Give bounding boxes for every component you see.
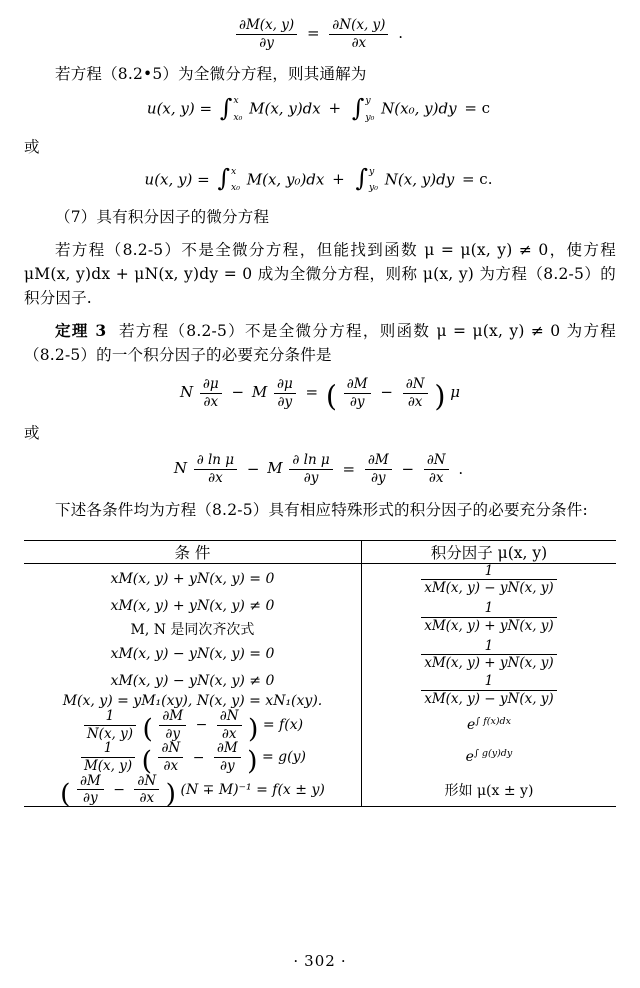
eq4-M: M — [251, 383, 268, 402]
eq3-equals-c: = c. — [461, 169, 493, 188]
integrating-factor-table — [24, 540, 616, 810]
row4-factor-den: xM(x, y) − yN(x, y) — [424, 690, 554, 707]
eq2-plus: + — [328, 99, 342, 118]
eq5-f1-den: ∂x — [208, 470, 223, 486]
equation-theorem3-condition-2 — [24, 453, 616, 485]
eq5-minus-2: − — [401, 459, 415, 478]
integral-sign-icon: ∫ — [219, 93, 233, 122]
eq3-int1-upper: x — [231, 165, 237, 177]
row5-tail: = f(x) — [262, 717, 304, 734]
integral-sign-icon: ∫ — [217, 164, 230, 193]
equation-theorem3-condition-1 — [24, 376, 616, 414]
row6-f1-num: ∂N — [158, 741, 183, 758]
row1-factor-num: 1 — [421, 564, 556, 581]
row7-tail: (N ∓ M)⁻¹ = f(x ± y) — [180, 781, 325, 798]
row5-f2-num: ∂N — [217, 709, 242, 726]
page-number: 302 — [304, 952, 336, 970]
row2-condition-line1: xM(x, y) + yN(x, y) ≠ 0 — [110, 597, 275, 614]
row2-condition-line2: M, N 是同次齐次式 — [130, 621, 255, 638]
eq5-f3-den: ∂y — [370, 470, 386, 486]
row2-factor-den: xM(x, y) + yN(x, y) — [424, 617, 554, 634]
row7-f1-num: ∂M — [77, 774, 104, 791]
row5-f2-den: ∂x — [221, 725, 237, 742]
theorem-label: 定理 3 — [55, 321, 107, 341]
eq4-f4-den: ∂x — [407, 393, 423, 410]
eq2-int2-body: N(x₀, y)dy — [381, 99, 457, 118]
row6-f2-num: ∂M — [214, 741, 241, 758]
row5-factor-base: e — [466, 717, 476, 734]
table-cell-factor — [361, 563, 616, 596]
equation-general-solution-2 — [24, 164, 616, 194]
row4-condition-line2: M(x, y) = yM₁(xy), N(x, y) = xN₁(xy). — [62, 692, 323, 709]
eq1-lhs-numerator: ∂M(x, y) — [236, 18, 297, 35]
table-cell-factor — [361, 671, 616, 709]
integral-sign-icon: ∫ — [351, 93, 365, 122]
table-cell-factor — [361, 709, 616, 741]
left-paren-icon: ( — [141, 746, 152, 778]
eq4-inner-minus: − — [380, 383, 393, 402]
table-row — [24, 639, 616, 671]
eq2-int1-lower: x₀ — [233, 111, 243, 123]
table-cell-condition — [24, 596, 361, 639]
eq3-int1-lower: x₀ — [231, 182, 240, 194]
eq4-f4-num: ∂N — [403, 377, 428, 394]
row6-f2-den: ∂y — [219, 758, 235, 775]
eq3-lhs: u(x, y) = — [144, 169, 210, 188]
eq3-int2-lower: y₀ — [369, 182, 379, 194]
paragraph-integrating-factor-def: 若方程（8.2-5）不是全微分方程，但能找到函数 μ = μ(x, y) ≠ 0，使方程 μM(x, y)dx + μN(x, y)dy = 0 成为全微分方程，则称 μ(x, y) 为方程（8.2-5）的积分因子. — [24, 241, 616, 308]
right-paren-icon: ) — [247, 746, 258, 778]
row4-condition-line1: xM(x, y) − yN(x, y) ≠ 0 — [110, 672, 275, 689]
right-paren-icon: ) — [248, 713, 259, 745]
eq3-int2-body: N(x, y)dy — [384, 169, 455, 188]
table-header-row — [24, 540, 616, 563]
table-cell-condition — [24, 708, 361, 745]
footer-dot-right: · — [340, 952, 347, 970]
row3-factor-num: 1 — [421, 639, 556, 656]
row1-condition: xM(x, y) + yN(x, y) = 0 — [110, 571, 275, 588]
eq1-rhs-numerator: ∂N(x, y) — [329, 18, 388, 35]
eq4-f2-den: ∂y — [277, 393, 293, 410]
table-cell-condition — [24, 740, 361, 778]
row3-factor-den: xM(x, y) + yN(x, y) — [424, 655, 554, 672]
eq1-relation: = — [306, 24, 320, 43]
row4-factor-num: 1 — [421, 674, 556, 691]
row6-factor-base: e — [465, 749, 474, 766]
row7-f2-den: ∂x — [139, 790, 155, 807]
eq4-N: N — [180, 383, 194, 402]
table-cell-factor — [361, 741, 616, 773]
eq4-f3-num: ∂M — [344, 377, 371, 394]
row3-condition: xM(x, y) − yN(x, y) = 0 — [110, 646, 275, 663]
equation-dM-dy-dN-dx — [24, 18, 616, 50]
page-footer — [0, 952, 640, 970]
paragraph-or-1: 或 — [24, 137, 40, 156]
row6-f1-den: ∂x — [163, 758, 179, 775]
footer-dot-left: · — [293, 952, 300, 970]
eq5-f1-num: ∂ ln μ — [194, 453, 237, 470]
table-header-factor: 积分因子 μ(x, y) — [361, 540, 616, 563]
eq5-N: N — [173, 459, 187, 478]
row7-f1-den: ∂y — [83, 790, 98, 807]
paragraph-table-intro: 下述各条件均为方程（8.2-5）具有相应特殊形式的积分因子的必要充分条件: — [55, 500, 588, 519]
paragraph-or-2: 或 — [24, 424, 40, 443]
table-cell-factor — [361, 639, 616, 671]
row6-factor-exponent: ∫ g(y)dy — [473, 748, 513, 760]
table-row — [24, 774, 616, 807]
eq5-M: M — [267, 459, 283, 478]
table-row — [24, 741, 616, 773]
row7-factor-text: 形如 μ(x ± y) — [444, 782, 534, 799]
table-row — [24, 709, 616, 741]
row2-factor-num: 1 — [421, 601, 556, 618]
eq2-lhs: u(x, y) = — [146, 99, 213, 118]
eq4-f3-den: ∂y — [349, 393, 365, 410]
row7-f2-num: ∂N — [134, 774, 159, 791]
eq2-int2-lower: y₀ — [365, 111, 375, 123]
row5-lead-num: 1 — [84, 709, 136, 726]
eq1-tail: . — [398, 24, 404, 43]
table-cell-condition — [24, 772, 361, 810]
integral-sign-icon: ∫ — [355, 164, 369, 193]
table-cell-condition — [24, 671, 361, 709]
left-paren-icon: ( — [60, 778, 71, 810]
page-content — [24, 8, 616, 810]
eq2-int2-upper: y — [365, 95, 371, 107]
eq2-int1-body: M(x, y)dx — [249, 99, 321, 118]
eq5-f3-num: ∂M — [365, 453, 392, 470]
row5-lead-den: N(x, y) — [86, 725, 134, 742]
row1-factor-den: xM(x, y) − yN(x, y) — [424, 580, 554, 597]
eq4-minus: − — [231, 383, 245, 402]
table-cell-condition — [24, 639, 361, 671]
table-row — [24, 596, 616, 639]
table-header-condition: 条 件 — [24, 540, 361, 563]
row5-f1-den: ∂y — [165, 725, 181, 742]
right-paren-icon: ) — [434, 380, 446, 414]
eq5-tail: . — [458, 459, 464, 478]
eq2-int1-upper: x — [233, 95, 239, 107]
paragraph-theorem-3 — [24, 319, 616, 367]
row6-tail: = g(y) — [261, 749, 306, 766]
eq3-int1-body: M(x, y₀)dx — [246, 169, 325, 188]
table-row — [24, 563, 616, 596]
row5-minus: − — [195, 717, 208, 734]
right-paren-icon: ) — [165, 778, 177, 810]
eq4-f2-num: ∂μ — [274, 377, 296, 394]
eq5-f4-den: ∂x — [428, 470, 444, 486]
integrating-factor-table-wrapper — [24, 540, 616, 810]
eq5-f4-num: ∂N — [424, 453, 449, 470]
eq3-plus: + — [332, 169, 345, 188]
eq4-f1-num: ∂μ — [200, 377, 222, 394]
eq4-mu: μ — [450, 383, 460, 402]
equation-general-solution-1 — [24, 93, 616, 123]
row6-lead-den: M(x, y) — [83, 758, 133, 775]
eq5-equals: = — [342, 459, 356, 478]
table-cell-factor — [361, 596, 616, 639]
eq4-equals: = — [305, 383, 319, 402]
heading-integrating-factor-section: （7）具有积分因子的微分方程 — [55, 208, 270, 227]
paragraph-total-differential: 若方程（8.2•5）为全微分方程，则其通解为 — [55, 65, 367, 84]
eq4-f1-den: ∂x — [203, 393, 219, 410]
row5-f1-num: ∂M — [159, 709, 186, 726]
eq1-rhs-denominator: ∂x — [351, 34, 367, 51]
eq3-int2-upper: y — [369, 165, 375, 177]
row6-minus: − — [192, 749, 205, 766]
table-cell-factor — [361, 774, 616, 807]
table-row — [24, 671, 616, 709]
left-paren-icon: ( — [325, 380, 337, 414]
row7-minus: − — [113, 781, 125, 798]
eq5-minus: − — [246, 459, 260, 478]
table-cell-condition — [24, 563, 361, 596]
eq1-lhs-denominator: ∂y — [259, 34, 274, 51]
theorem-3-text: 若方程（8.2-5）不是全微分方程，则函数 μ = μ(x, y) ≠ 0 为方程（8.2-5）的一个积分因子的必要充分条件是 — [24, 322, 616, 365]
left-paren-icon: ( — [142, 713, 153, 745]
eq2-equals-c: = c — [464, 99, 491, 118]
eq5-f2-num: ∂ ln μ — [289, 453, 332, 470]
eq5-f2-den: ∂y — [303, 470, 319, 486]
row6-lead-num: 1 — [81, 741, 135, 758]
row5-factor-exponent: ∫ f(x)dx — [475, 716, 511, 728]
